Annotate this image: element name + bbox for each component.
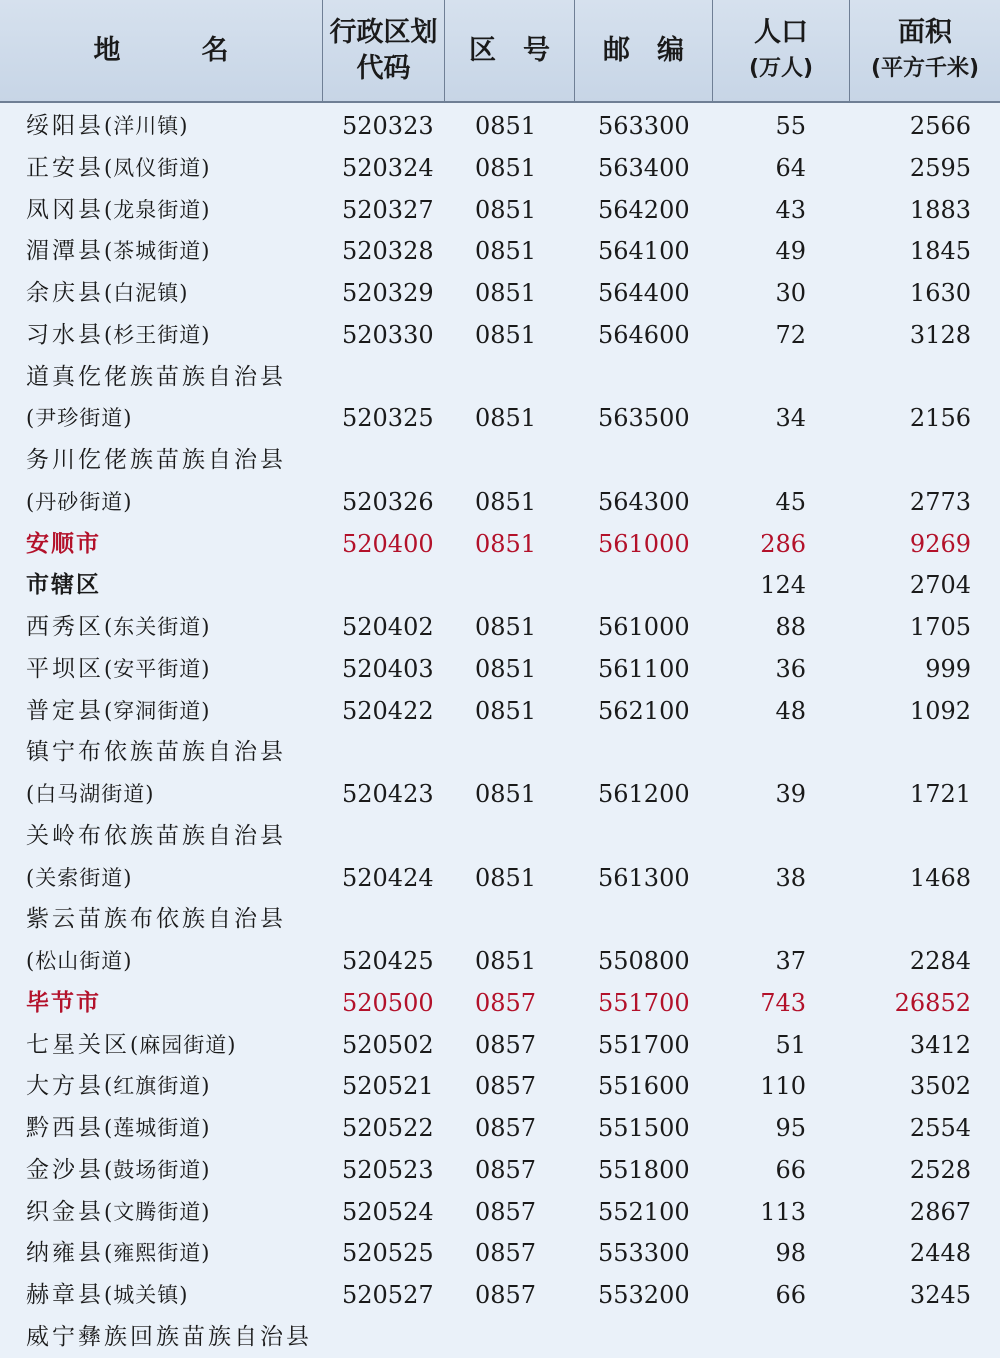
place-name: 镇宁布依族苗族自治县: [26, 739, 286, 766]
place-name: 威宁彝族回族苗族自治县: [26, 1323, 312, 1350]
area-code-cell: 0851: [475, 613, 537, 641]
place-name: 紫云苗族布依族自治县: [26, 906, 286, 933]
population-cell: 110: [760, 1072, 806, 1101]
place-name-cell: [26, 147, 210, 189]
seat-location: (穿洞街道): [104, 698, 211, 723]
seat-location: (茶城街道): [104, 239, 211, 264]
table-row: [0, 898, 1000, 940]
code-cell: 520502: [342, 1030, 434, 1059]
area-cell: 2448: [909, 1239, 971, 1268]
area-code-cell: 0857: [475, 1155, 537, 1184]
seat-location: (凤仪街道): [104, 155, 211, 180]
place-name-cell: [26, 1316, 312, 1358]
area-cell: 2867: [909, 1197, 971, 1226]
header-name: [0, 0, 322, 101]
place-name-cell: [26, 1232, 210, 1274]
table-row: [0, 773, 1000, 815]
area-cell: 2156: [909, 404, 971, 433]
seat-location: (尹珍街道): [26, 406, 133, 431]
postcode-cell: 561200: [598, 780, 690, 808]
code-cell: 520403: [342, 654, 434, 683]
area-cell: 2595: [909, 153, 971, 182]
area-code-cell: 0851: [475, 654, 537, 683]
header-pop-line1: 人口: [754, 16, 808, 48]
population-cell: 64: [775, 153, 806, 182]
place-name: 安顺市: [26, 530, 101, 557]
place-name: 西秀区: [26, 614, 104, 640]
postcode-cell: 561000: [598, 613, 690, 641]
table-row: [0, 439, 1000, 481]
area-cell: 3128: [909, 320, 971, 349]
place-name-cell: [26, 1149, 210, 1191]
seat-location: (麻园街道): [130, 1032, 237, 1057]
table-row: [0, 857, 1000, 899]
area-code-cell: 0851: [475, 237, 537, 266]
place-name: 务川仡佬族苗族自治县: [26, 447, 286, 473]
table-row: [0, 1149, 1000, 1191]
population-cell: 36: [775, 654, 806, 683]
place-name: 纳雍县: [26, 1240, 104, 1267]
table-row: [0, 1107, 1000, 1149]
area-cell: 26852: [894, 988, 971, 1017]
table-row: [0, 147, 1000, 189]
city-row: [0, 523, 1000, 565]
seat-location: (文腾街道): [104, 1199, 211, 1224]
population-cell: 49: [775, 237, 806, 266]
place-name-cell: [26, 272, 188, 314]
population-cell: 743: [760, 988, 806, 1017]
table-row: [0, 1024, 1000, 1066]
table-header: [0, 0, 1000, 103]
table-row: [0, 940, 1000, 982]
population-cell: 66: [775, 1155, 806, 1184]
area-cell: 3245: [909, 1281, 971, 1309]
seat-location: (白马湖街道): [26, 782, 155, 806]
table-row: [0, 1191, 1000, 1233]
place-name-cell: [26, 898, 286, 940]
place-name-cell: [26, 731, 286, 773]
place-name: 金沙县: [26, 1156, 104, 1183]
population-cell: 45: [775, 487, 806, 516]
code-cell: 520521: [342, 1072, 434, 1101]
postcode-cell: 564300: [598, 487, 690, 516]
code-cell: 520327: [342, 195, 434, 224]
code-cell: 520329: [342, 279, 434, 307]
table-row: [0, 564, 1000, 606]
header-area: [849, 0, 1000, 101]
place-name: 黔西县: [26, 1115, 104, 1141]
postcode-cell: 564600: [598, 320, 690, 349]
seat-location: (莲城街道): [104, 1116, 211, 1140]
seat-location: (鼓场街道): [104, 1157, 211, 1182]
table-row: [0, 731, 1000, 773]
place-name-cell: [26, 606, 210, 648]
population-cell: 37: [775, 947, 806, 975]
postcode-cell: 563400: [598, 153, 690, 182]
postcode-cell: 551600: [598, 1072, 690, 1101]
population-cell: 39: [775, 780, 806, 808]
population-cell: 286: [760, 529, 806, 558]
area-code-cell: 0851: [475, 404, 537, 433]
area-code-cell: 0857: [475, 1072, 537, 1101]
area-cell: 2554: [909, 1114, 971, 1142]
population-cell: 34: [775, 404, 806, 433]
population-cell: 43: [775, 195, 806, 224]
postcode-cell: 563300: [598, 112, 690, 140]
area-cell: 3502: [909, 1072, 971, 1101]
code-cell: 520522: [342, 1114, 434, 1142]
place-name: 平坝区: [26, 655, 104, 682]
postcode-cell: 564200: [598, 195, 690, 224]
code-cell: 520425: [342, 947, 434, 975]
population-cell: 98: [775, 1239, 806, 1268]
place-name: 湄潭县: [26, 238, 104, 265]
place-name: 普定县: [26, 697, 104, 724]
place-name: 赫章县: [26, 1282, 104, 1308]
place-name-cell: [26, 1107, 210, 1149]
place-name-cell: [26, 982, 101, 1024]
postcode-cell: 563500: [598, 404, 690, 433]
place-name-cell: [26, 648, 210, 690]
table-row: [0, 356, 1000, 398]
place-name-cell: [26, 815, 286, 857]
seat-location: (杉王街道): [104, 322, 211, 347]
postcode-cell: 551700: [598, 988, 690, 1017]
table-row: [0, 189, 1000, 231]
area-code-cell: 0851: [475, 696, 537, 725]
place-name-cell: [26, 314, 210, 356]
place-name-cell: [26, 356, 286, 398]
header-name-label: 地 名: [93, 34, 229, 66]
area-code-cell: 0851: [475, 863, 537, 892]
header-sq-line2: (平方千米): [870, 55, 980, 81]
header-population: [712, 0, 849, 101]
place-name-cell: [26, 439, 286, 481]
code-cell: 520524: [342, 1197, 434, 1226]
place-name-cell: [26, 523, 101, 565]
population-cell: 113: [760, 1197, 806, 1226]
place-name: 织金县: [26, 1198, 104, 1225]
table-row: [0, 481, 1000, 523]
population-cell: 38: [775, 863, 806, 892]
table-row: [0, 648, 1000, 690]
table-row: [0, 272, 1000, 314]
table-row: [0, 690, 1000, 732]
code-cell: 520323: [342, 112, 434, 140]
population-cell: 51: [775, 1030, 806, 1059]
place-name: 七星关区: [26, 1031, 130, 1058]
population-cell: 48: [775, 696, 806, 725]
area-code-cell: 0857: [475, 1281, 537, 1309]
area-cell: 1845: [909, 237, 971, 266]
header-code-line2: 代码: [356, 52, 411, 84]
place-name: 习水县: [26, 321, 104, 348]
area-code-cell: 0857: [475, 1114, 537, 1142]
place-name: 凤冈县: [26, 196, 104, 223]
postcode-cell: 561000: [598, 529, 690, 558]
postcode-cell: 551800: [598, 1155, 690, 1184]
code-cell: 520423: [342, 780, 434, 808]
place-name-cell: [26, 564, 101, 606]
seat-location: (东关街道): [104, 615, 211, 639]
place-name-cell: [26, 1024, 236, 1066]
seat-location: (丹砂街道): [26, 489, 133, 514]
code-cell: 520422: [342, 696, 434, 725]
area-code-cell: 0851: [475, 195, 537, 224]
place-name-cell: [26, 1065, 210, 1107]
table-row: [0, 1232, 1000, 1274]
place-name-cell: [26, 773, 154, 815]
table-row: [0, 1065, 1000, 1107]
code-cell: 520402: [342, 613, 434, 641]
place-name: 余庆县: [26, 280, 104, 306]
header-post-label: 邮 编: [603, 34, 684, 66]
code-cell: 520527: [342, 1281, 434, 1309]
code-cell: 520330: [342, 320, 434, 349]
area-code-cell: 0857: [475, 1239, 537, 1268]
area-code-cell: 0857: [475, 1030, 537, 1059]
postcode-cell: 564100: [598, 237, 690, 266]
area-code-cell: 0851: [475, 780, 537, 808]
table-row: [0, 230, 1000, 272]
postcode-cell: 551500: [598, 1114, 690, 1142]
area-code-cell: 0851: [475, 320, 537, 349]
code-cell: 520400: [342, 529, 434, 558]
code-cell: 520325: [342, 404, 434, 433]
postcode-cell: 550800: [598, 947, 690, 975]
place-name: 市辖区: [26, 572, 101, 599]
seat-location: (洋川镇): [104, 114, 189, 138]
city-row: [0, 982, 1000, 1024]
postcode-cell: 552100: [598, 1197, 690, 1226]
place-name-cell: [26, 940, 132, 982]
area-cell: 2566: [909, 112, 971, 140]
place-name-cell: [26, 189, 210, 231]
postcode-cell: 561300: [598, 863, 690, 892]
area-cell: 1630: [909, 279, 971, 307]
population-cell: 88: [775, 613, 806, 641]
code-cell: 520424: [342, 863, 434, 892]
area-cell: 2773: [909, 487, 971, 516]
place-name-cell: [26, 857, 132, 899]
table-row: [0, 1274, 1000, 1316]
area-cell: 1092: [909, 696, 971, 725]
place-name: 关岭布依族苗族自治县: [26, 822, 286, 849]
area-code-cell: 0857: [475, 988, 537, 1017]
table-row: [0, 397, 1000, 439]
population-cell: 124: [760, 571, 806, 600]
seat-location: (城关镇): [104, 1283, 189, 1307]
code-cell: 520525: [342, 1239, 434, 1268]
header-sq-line1: 面积: [898, 16, 952, 48]
table-row: [0, 815, 1000, 857]
area-code-cell: 0851: [475, 947, 537, 975]
population-cell: 95: [775, 1114, 806, 1142]
area-code-cell: 0857: [475, 1197, 537, 1226]
postcode-cell: 564400: [598, 279, 690, 307]
area-cell: 1468: [909, 863, 971, 892]
header-area-code: [444, 0, 574, 101]
seat-location: (白泥镇): [104, 281, 189, 305]
seat-location: (红旗街道): [104, 1074, 211, 1099]
place-name-cell: [26, 481, 132, 523]
postcode-cell: 561100: [598, 654, 690, 683]
population-cell: 72: [775, 320, 806, 349]
code-cell: 520328: [342, 237, 434, 266]
header-code: [322, 0, 444, 101]
code-cell: 520523: [342, 1155, 434, 1184]
place-name-cell: [26, 397, 132, 439]
table-row: [0, 314, 1000, 356]
area-code-cell: 0851: [475, 487, 537, 516]
postcode-cell: 553300: [598, 1239, 690, 1268]
header-code-line1: 行政区划: [329, 16, 438, 48]
place-name: 毕节市: [26, 989, 101, 1016]
population-cell: 30: [775, 279, 806, 307]
area-cell: 3412: [909, 1030, 971, 1059]
area-cell: 2704: [909, 571, 971, 600]
place-name: 道真仡佬族苗族自治县: [26, 363, 286, 390]
place-name-cell: [26, 230, 210, 272]
area-cell: 2528: [909, 1155, 971, 1184]
area-code-cell: 0851: [475, 279, 537, 307]
population-cell: 55: [775, 112, 806, 140]
header-area-label: 区 号: [469, 34, 550, 66]
table-row: [0, 606, 1000, 648]
code-cell: 520324: [342, 153, 434, 182]
area-code-cell: 0851: [475, 153, 537, 182]
place-name: 正安县: [26, 154, 104, 181]
area-cell: 1883: [909, 195, 971, 224]
postcode-cell: 551700: [598, 1030, 690, 1059]
seat-location: (安平街道): [104, 656, 211, 681]
place-name: 绥阳县: [26, 113, 104, 139]
seat-location: (雍熙街道): [104, 1241, 211, 1266]
code-cell: 520500: [342, 988, 434, 1017]
area-cell: 1705: [909, 613, 971, 641]
postcode-cell: 553200: [598, 1281, 690, 1309]
postcode-cell: 562100: [598, 696, 690, 725]
place-name-cell: [26, 1274, 188, 1316]
seat-location: (松山街道): [26, 949, 133, 973]
seat-location: (关索街道): [26, 865, 133, 890]
area-code-cell: 0851: [475, 112, 537, 140]
area-cell: 9269: [909, 529, 971, 558]
table-row: [0, 1316, 1000, 1358]
area-code-cell: 0851: [475, 529, 537, 558]
place-name-cell: [26, 1191, 210, 1233]
header-pop-line2: (万人): [748, 55, 814, 81]
place-name-cell: [26, 690, 210, 732]
seat-location: (龙泉街道): [104, 197, 211, 222]
place-name: 大方县: [26, 1073, 104, 1100]
area-cell: 1721: [909, 780, 971, 808]
code-cell: 520326: [342, 487, 434, 516]
header-postcode: [574, 0, 712, 101]
place-name-cell: [26, 105, 188, 147]
area-cell: 999: [925, 654, 971, 683]
population-cell: 66: [775, 1281, 806, 1309]
area-cell: 2284: [909, 947, 971, 975]
table-row: [0, 105, 1000, 147]
